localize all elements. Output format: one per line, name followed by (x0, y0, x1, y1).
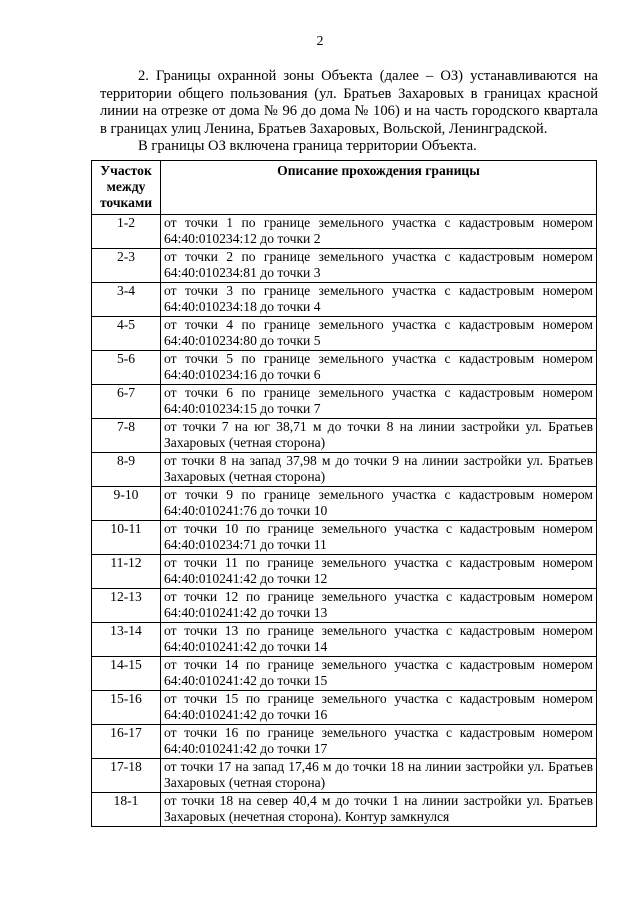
table-row (92, 385, 597, 419)
description-cell: от точки 18 на север 40,4 м до точки 1 на линии застройки ул. Братьев Захаровых (нечетная сторона). Контур замкнулся (161, 793, 597, 827)
table-row (92, 657, 597, 691)
description-cell: от точки 1 по границе земельного участка с кадастровым номером 64:40:010234:12 до точки 2 (161, 215, 597, 249)
table-row (92, 623, 597, 657)
section-cell: 14-15 (92, 657, 161, 691)
description-cell: от точки 3 по границе земельного участка с кадастровым номером 64:40:010234:18 до точки 4 (161, 283, 597, 317)
section-cell: 10-11 (92, 521, 161, 555)
description-cell: от точки 9 по границе земельного участка с кадастровым номером 64:40:010241:76 до точки 10 (161, 487, 597, 521)
intro-text (100, 68, 598, 156)
section-cell: 11-12 (92, 555, 161, 589)
table-row (92, 283, 597, 317)
section-cell: 12-13 (92, 589, 161, 623)
section-cell: 4-5 (92, 317, 161, 351)
table-row (92, 725, 597, 759)
section-cell: 7-8 (92, 419, 161, 453)
description-cell: от точки 16 по границе земельного участка с кадастровым номером 64:40:010241:42 до точки 17 (161, 725, 597, 759)
table-row (92, 351, 597, 385)
description-cell: от точки 15 по границе земельного участка с кадастровым номером 64:40:010241:42 до точки 16 (161, 691, 597, 725)
section-cell: 3-4 (92, 283, 161, 317)
section-cell: 13-14 (92, 623, 161, 657)
table-row (92, 487, 597, 521)
description-cell: от точки 6 по границе земельного участка с кадастровым номером 64:40:010234:15 до точки 7 (161, 385, 597, 419)
description-cell: от точки 5 по границе земельного участка с кадастровым номером 64:40:010234:16 до точки 6 (161, 351, 597, 385)
table-row (92, 453, 597, 487)
section-cell: 1-2 (92, 215, 161, 249)
table-row (92, 691, 597, 725)
description-cell: от точки 14 по границе земельного участка с кадастровым номером 64:40:010241:42 до точки 15 (161, 657, 597, 691)
intro-paragraph: В границы ОЗ включена граница территории Объекта. (138, 138, 477, 155)
description-cell: от точки 10 по границе земельного участка с кадастровым номером 64:40:010234:71 до точки 11 (161, 521, 597, 555)
description-cell: от точки 8 на запад 37,98 м до точки 9 на линии застройки ул. Братьев Захаровых (четная сторона) (161, 453, 597, 487)
table-row (92, 249, 597, 283)
section-cell: 8-9 (92, 453, 161, 487)
section-cell: 16-17 (92, 725, 161, 759)
description-cell: от точки 7 на юг 38,71 м до точки 8 на линии застройки ул. Братьев Захаровых (четная сторона) (161, 419, 597, 453)
description-cell: от точки 11 по границе земельного участка с кадастровым номером 64:40:010241:42 до точки 12 (161, 555, 597, 589)
table-row (92, 317, 597, 351)
section-cell: 5-6 (92, 351, 161, 385)
table-row (92, 521, 597, 555)
description-cell: от точки 4 по границе земельного участка с кадастровым номером 64:40:010234:80 до точки 5 (161, 317, 597, 351)
header-section: Участок между точками (92, 161, 161, 215)
section-cell: 18-1 (92, 793, 161, 827)
section-cell: 9-10 (92, 487, 161, 521)
table-row (92, 759, 597, 793)
page-number: 2 (316, 34, 324, 49)
table-body (92, 215, 597, 827)
table-row (92, 589, 597, 623)
table-row (92, 215, 597, 249)
section-cell: 17-18 (92, 759, 161, 793)
table-row (92, 419, 597, 453)
description-cell: от точки 17 на запад 17,46 м до точки 18 на линии застройки ул. Братьев Захаровых (четная сторона) (161, 759, 597, 793)
table-header-row (92, 161, 597, 215)
section-cell: 2-3 (92, 249, 161, 283)
intro-paragraph: 2. Границы охранной зоны Объекта (далее – ОЗ) устанавливаются на территории общего пользования (ул. Братьев Захаровых в границах красной линии на отрезке от дома № 96 до дома № 106) и на часть городского квартала в границах улиц Ленина, Братьев Захаровых, Вольской, Ленинградской. (100, 68, 598, 137)
table-row (92, 793, 597, 827)
section-cell: 15-16 (92, 691, 161, 725)
description-cell: от точки 2 по границе земельного участка с кадастровым номером 64:40:010234:81 до точки 3 (161, 249, 597, 283)
boundary-table (91, 160, 597, 827)
table-row (92, 555, 597, 589)
description-cell: от точки 13 по границе земельного участка с кадастровым номером 64:40:010241:42 до точки 14 (161, 623, 597, 657)
header-description: Описание прохождения границы (161, 161, 597, 215)
section-cell: 6-7 (92, 385, 161, 419)
description-cell: от точки 12 по границе земельного участка с кадастровым номером 64:40:010241:42 до точки 13 (161, 589, 597, 623)
